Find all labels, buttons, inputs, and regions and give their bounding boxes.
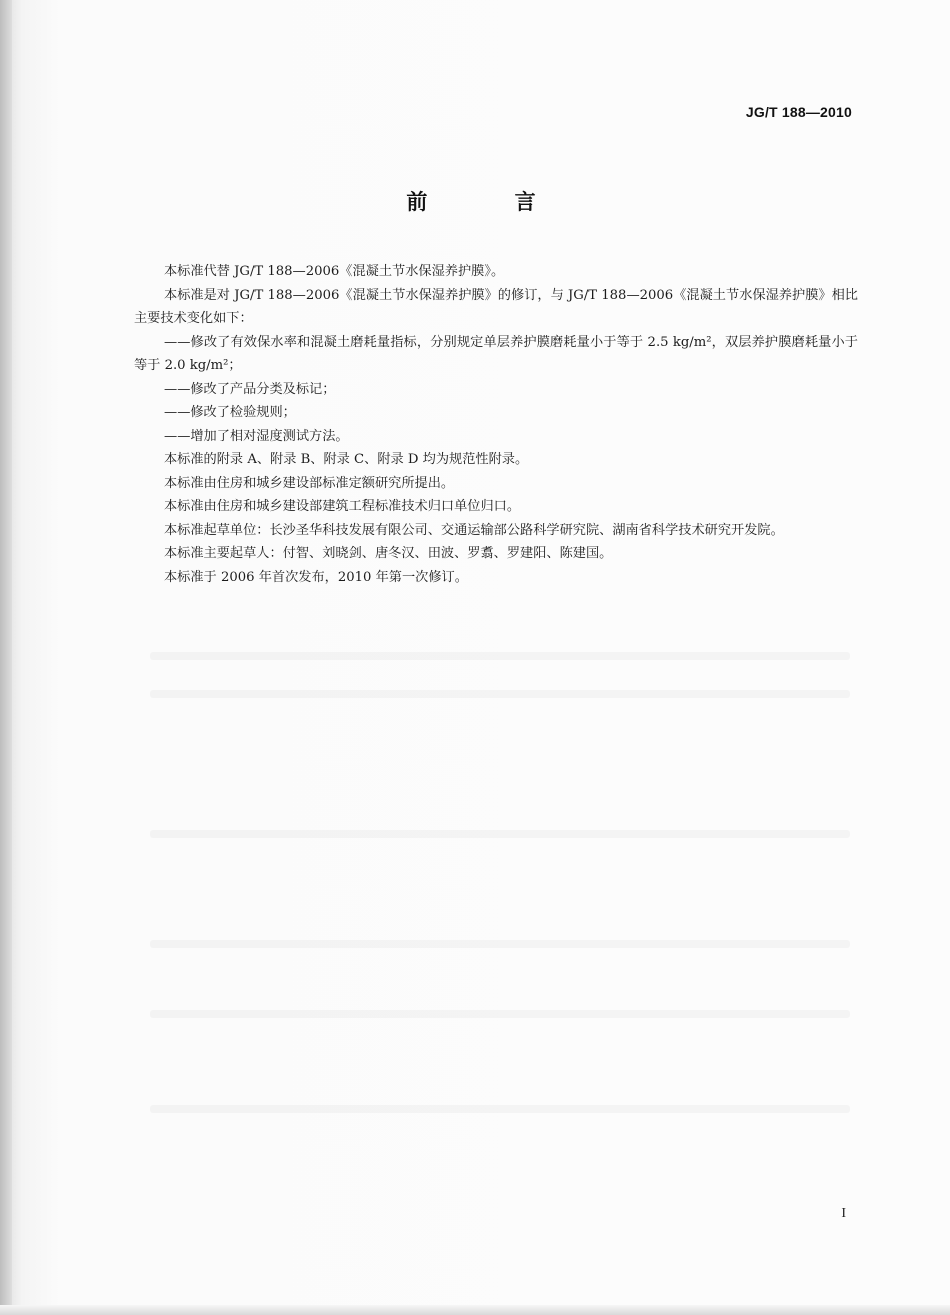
page-number: I: [841, 1206, 846, 1221]
show-through-shadow: [150, 940, 850, 948]
foreword-paragraph: 本标准主要起草人：付智、刘晓剑、唐冬汉、田波、罗翥、罗建阳、陈建国。: [164, 546, 613, 561]
foreword-paragraph: ——修改了有效保水率和混凝土磨耗量指标，分别规定单层养护膜磨耗量小于等于 2.5 kg/m²，双层养护膜磨耗量小于等于 2.0 kg/m²；: [134, 334, 858, 373]
show-through-shadow: [150, 1010, 850, 1018]
page-bottom-edge: [0, 1305, 950, 1315]
foreword-body: [134, 260, 858, 589]
show-through-shadow: [150, 652, 850, 660]
standard-number: JG/T 188—2010: [745, 104, 852, 120]
page-title: 前 言: [406, 190, 576, 214]
foreword-paragraph: 本标准是对 JG/T 188—2006《混凝土节水保湿养护膜》的修订，与 JG/T 188—2006《混凝土节水保湿养护膜》相比主要技术变化如下：: [134, 287, 858, 326]
foreword-paragraph: ——修改了检验规则；: [164, 405, 296, 420]
foreword-paragraph: ——修改了产品分类及标记；: [164, 381, 336, 397]
foreword-paragraph: ——增加了相对湿度测试方法。: [164, 428, 349, 444]
foreword-paragraph: 本标准由住房和城乡建设部建筑工程标准技术归口单位归口。: [164, 499, 521, 514]
foreword-paragraph: 本标准代替 JG/T 188—2006《混凝土节水保湿养护膜》。: [164, 264, 505, 279]
foreword-paragraph: 本标准由住房和城乡建设部标准定额研究所提出。: [164, 475, 455, 491]
show-through-shadow: [150, 830, 850, 838]
show-through-shadow: [150, 1105, 850, 1113]
show-through-shadow: [150, 690, 850, 698]
foreword-paragraph: 本标准于 2006 年首次发布，2010 年第一次修订。: [164, 569, 468, 585]
foreword-paragraph: 本标准起草单位：长沙圣华科技发展有限公司、交通运输部公路科学研究院、湖南省科学技术研究开发院。: [164, 522, 784, 538]
foreword-paragraph: 本标准的附录 A、附录 B、附录 C、附录 D 均为规范性附录。: [164, 452, 529, 467]
